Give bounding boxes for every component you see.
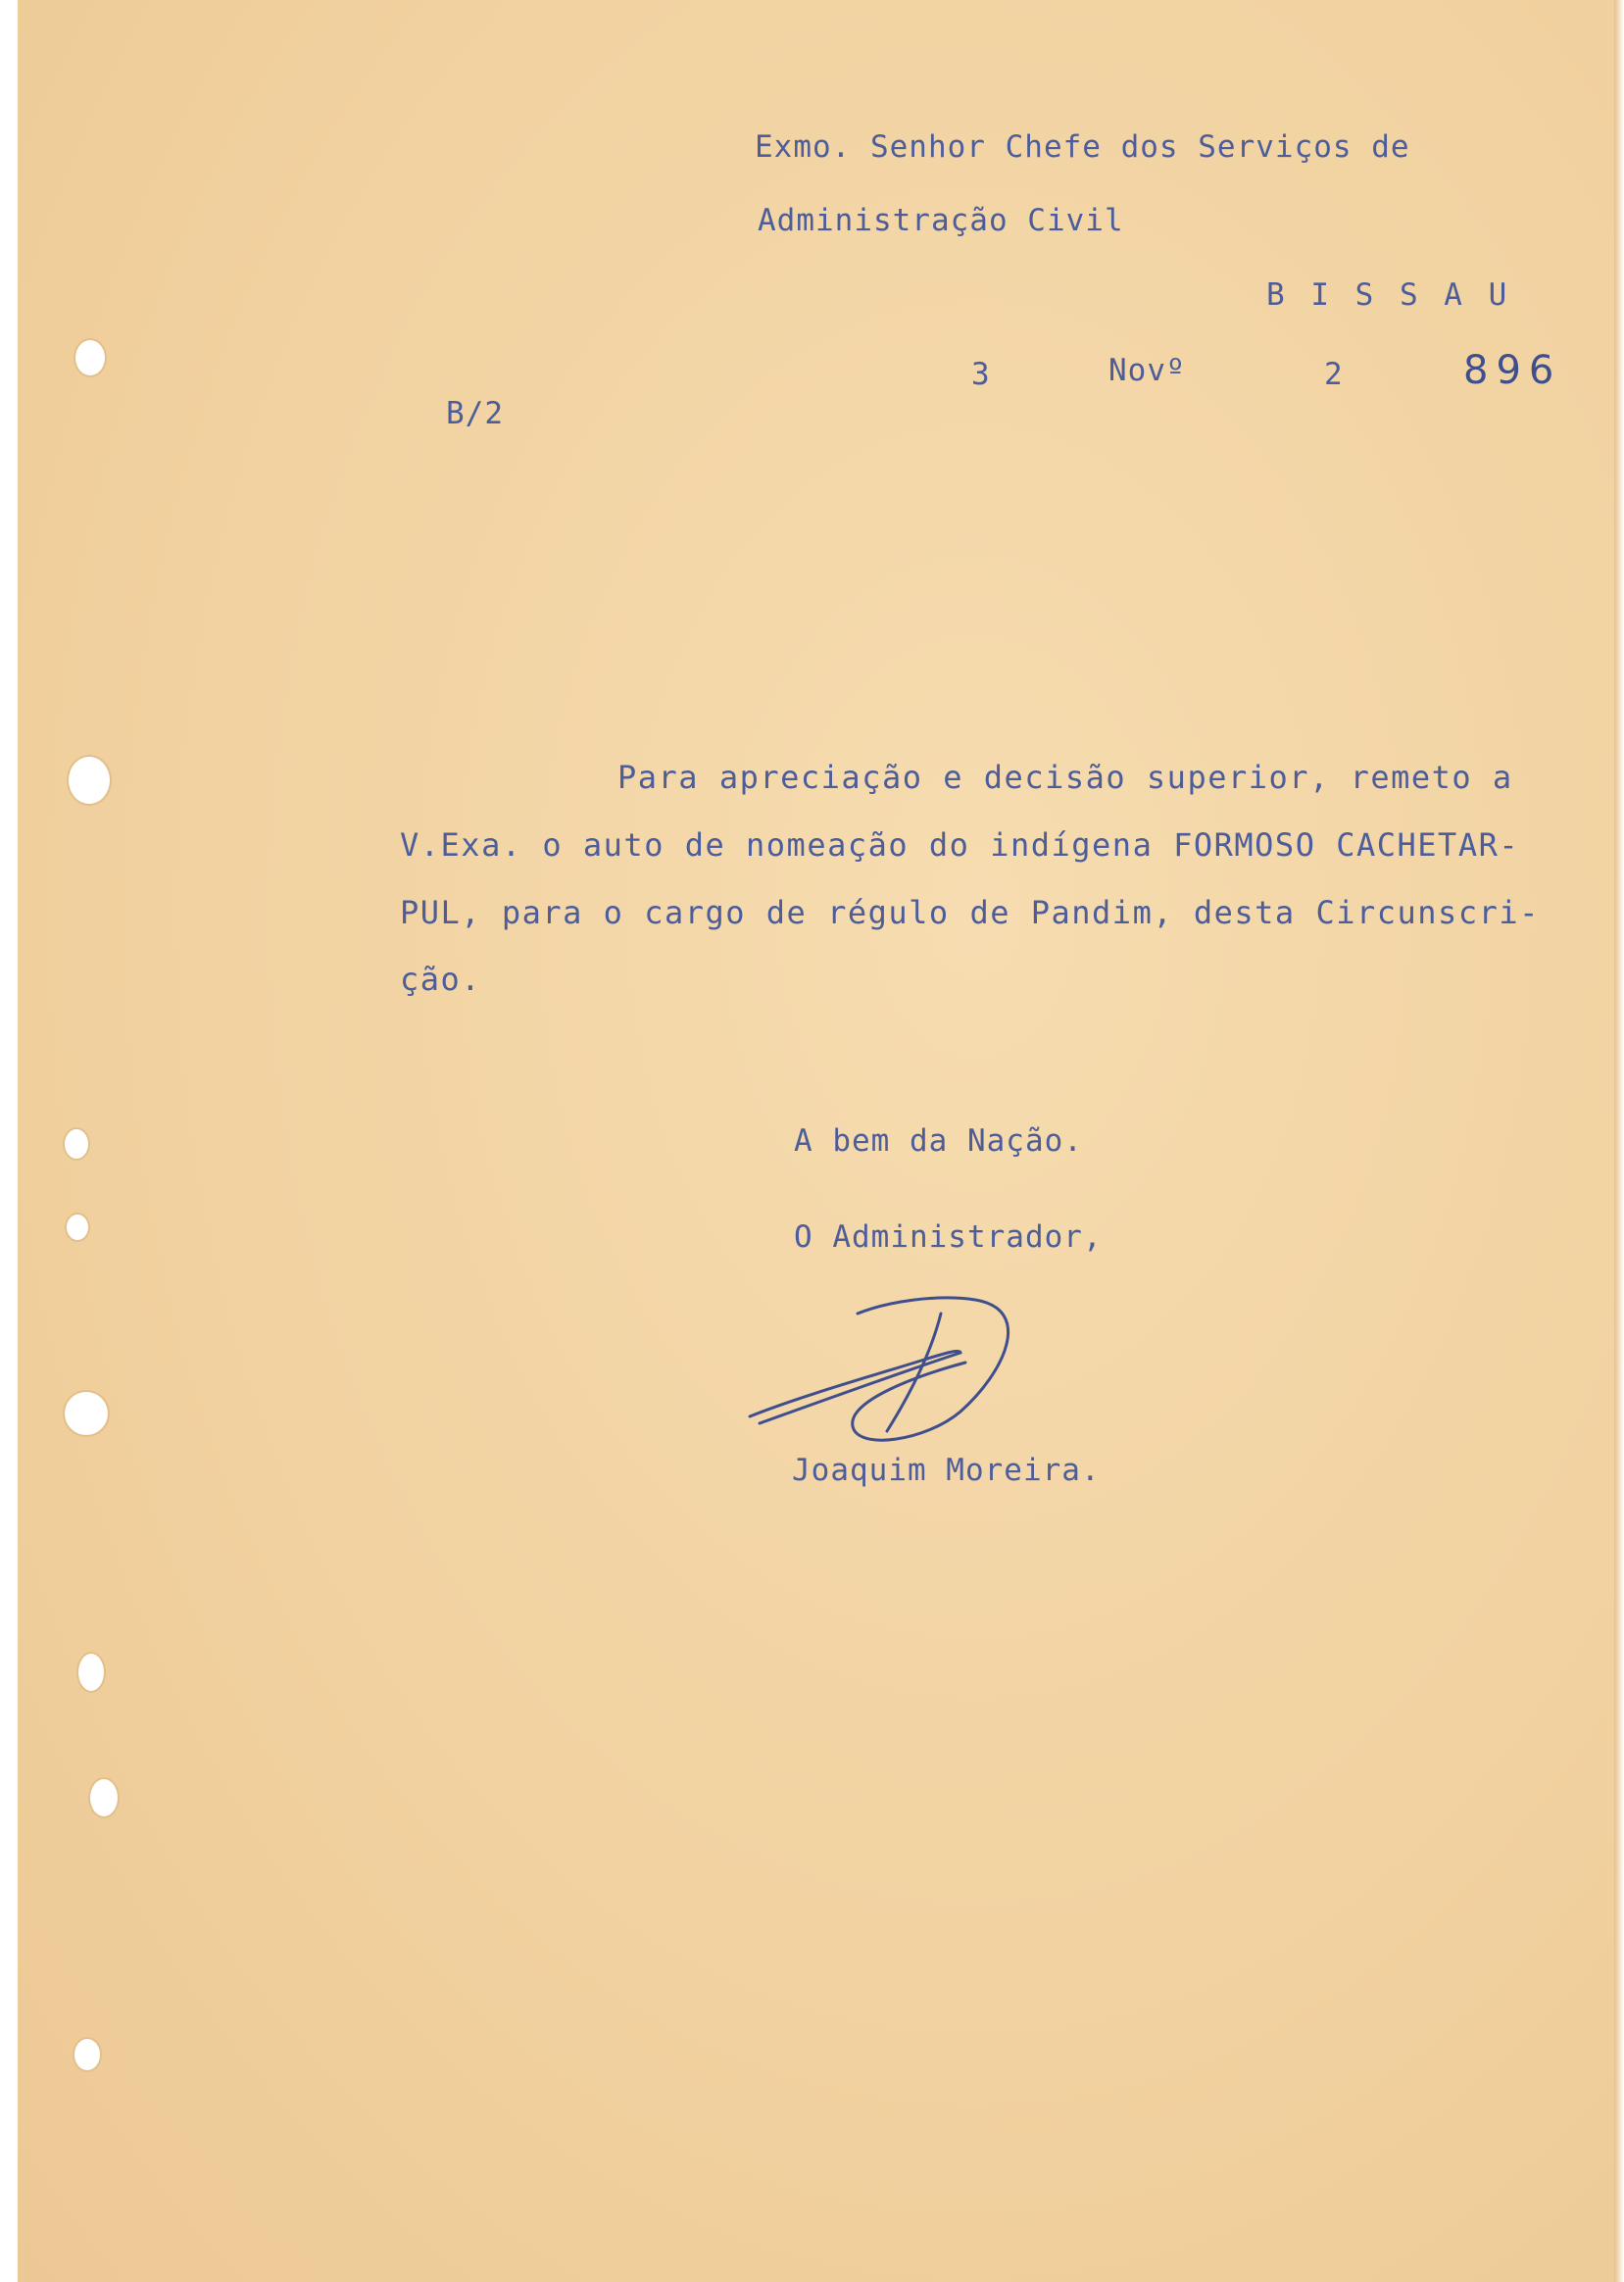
punch-hole [78, 1654, 104, 1691]
place-name: B I S S A U [1266, 277, 1511, 313]
date-month: Novº [1108, 353, 1186, 388]
punch-hole [65, 1129, 88, 1159]
page-right-margin [1614, 0, 1624, 2282]
date-year-digit: 2 [1324, 357, 1344, 392]
closing-salutation: A bem da Nação. [794, 1123, 1083, 1159]
page-left-margin [0, 0, 18, 2282]
closing-role: O Administrador, [794, 1219, 1103, 1255]
punch-hole [67, 1215, 88, 1240]
punch-hole [74, 2039, 100, 2070]
punch-hole [69, 757, 110, 804]
recipient-line-1: Exmo. Senhor Chefe dos Serviços de [755, 129, 1410, 165]
date-day: 3 [971, 357, 991, 392]
body-line-1: Para apreciação e decisão superior, remeto a [617, 759, 1513, 796]
punch-hole [90, 1779, 118, 1816]
recipient-line-2: Administração Civil [758, 203, 1124, 238]
handwritten-number: 896 [1463, 348, 1562, 393]
signatory-name: Joaquim Moreira. [792, 1453, 1101, 1488]
signature-mark [740, 1284, 1054, 1461]
body-line-2: V.Exa. o auto de nomeação do indígena FORMOSO CACHETAR- [400, 826, 1520, 864]
body-line-3: PUL, para o cargo de régulo de Pandim, desta Circunscri- [400, 894, 1540, 931]
reference-code: B/2 [446, 396, 504, 431]
punch-hole [65, 1392, 108, 1435]
body-line-4: ção. [400, 961, 482, 998]
punch-hole [75, 340, 105, 375]
